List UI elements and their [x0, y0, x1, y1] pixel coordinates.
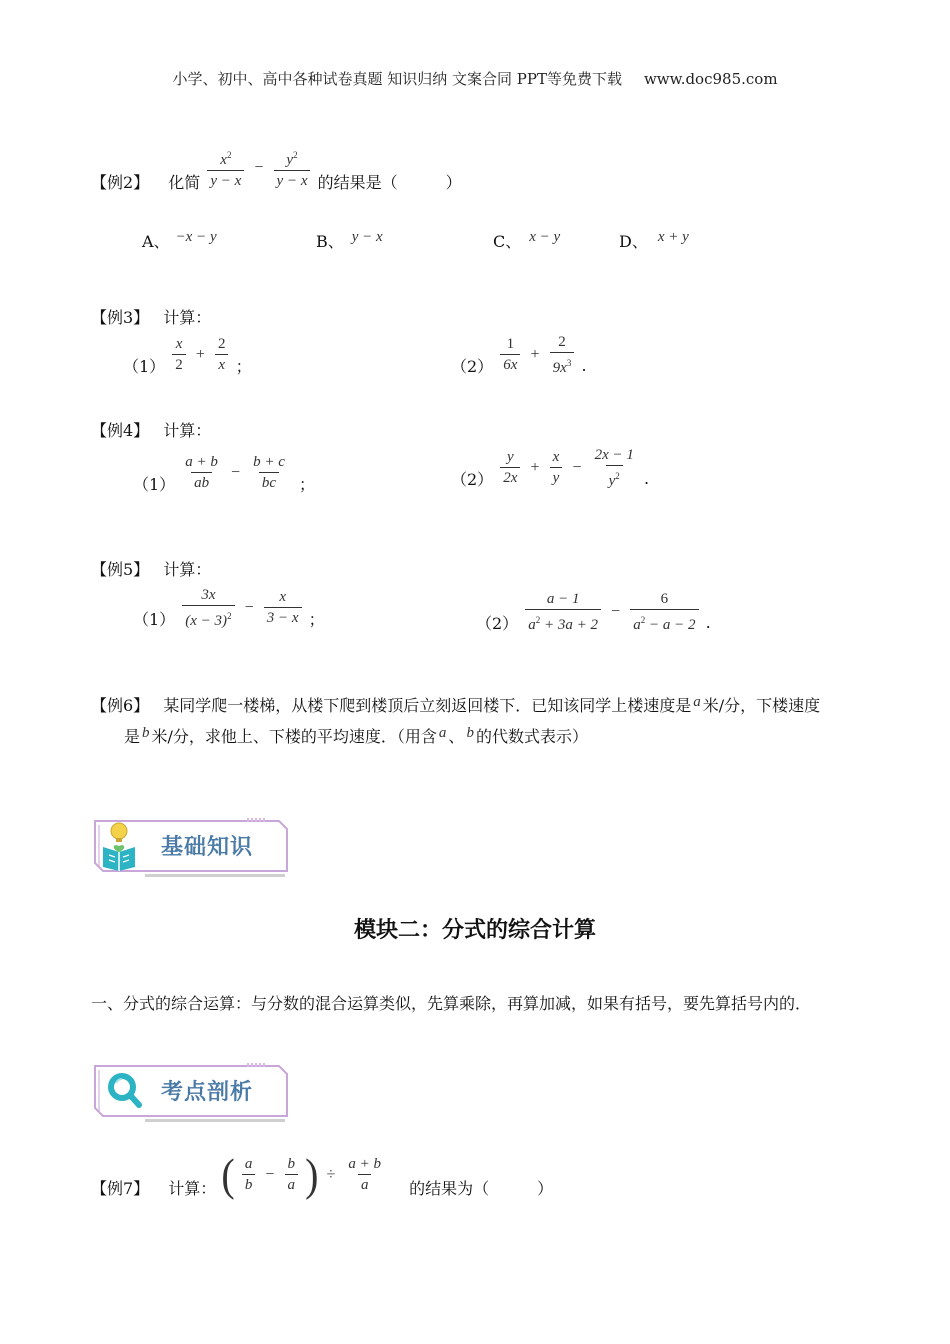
concept-text: 一、分式的综合运算：与分数的混合运算类似，先算乘除，再算加减，如果有括号，要先算括号内的．: [91, 994, 812, 1013]
example-7-label: 【例7】: [91, 1179, 150, 1198]
ex3-part-1: （1） $\frac{x}{2}$ + $\frac{2}{x}$ ；: [123, 336, 252, 376]
example-5-prompt: 计算：: [163, 560, 212, 579]
ex2-fraction-2: $\frac{y^2}{y - x}$: [274, 146, 311, 190]
header-site: www.doc985.com: [643, 70, 778, 88]
example-3-label-row: [91, 305, 211, 328]
ex2-option-d[interactable]: D、 x + y: [619, 229, 689, 251]
example-2: [91, 142, 462, 193]
ex3-part-2: （2） $\frac{1}{6x}$ + $\frac{2}{9x^3}$ .: [451, 333, 587, 376]
ex5-part-1: （1） $\frac{3x}{(x - 3)^2}$ − $\frac{x}{3 - x}$ ；: [133, 586, 325, 629]
section-badge-basic-knowledge: [91, 815, 291, 877]
example-6-line-1: 【例6】 某同学爬一楼梯，从楼下爬到楼顶后立刻返回楼下．已知该同学上楼速度是 a 米/分，下楼速度: [91, 694, 821, 715]
example-2-label: 【例2】: [91, 173, 150, 192]
example-3-prompt: 计算：: [163, 308, 212, 327]
module-title: 模块二：分式的综合计算: [353, 918, 596, 943]
example-4-label-row: [91, 418, 211, 441]
example-6-line-2: 是 b 米/分，求他上、下楼的平均速度．（用含 a 、 b 的代数式表示）: [124, 725, 588, 746]
example-3-label: 【例3】: [91, 308, 150, 327]
example-4-label: 【例4】: [91, 421, 150, 440]
example-7-prompt: 计算：: [168, 1179, 217, 1198]
example-2-prefix: 化简: [168, 173, 201, 192]
ex4-part-1: （1） $\frac{a + b}{ab}$ − $\frac{b + c}{bc}$ ；: [133, 454, 316, 494]
badge-basic-knowledge-text: 基础知识: [161, 835, 254, 860]
ex2-option-a[interactable]: A、 −x − y: [142, 229, 217, 251]
badge-exam-analysis-text: 考点剖析: [161, 1080, 254, 1105]
magnifier-icon: [107, 1072, 143, 1110]
ex2-option-b[interactable]: B、 y − x: [316, 229, 383, 251]
example-7: 【例7】 计算： ( $\frac{a}{b}$ − $\frac{b}{a}$ ) ÷ $\frac{a + b}{a}$ 的结果为（ ）: [91, 1148, 554, 1200]
ex2-fraction-1: $\frac{x^2}{y - x}$: [207, 146, 244, 190]
page-header: [0, 68, 950, 89]
example-6-label: 【例6】: [91, 696, 150, 715]
example-2-suffix: 的结果是（ ）: [317, 173, 462, 192]
example-5-label-row: [91, 557, 211, 580]
section-badge-exam-analysis: [91, 1060, 291, 1122]
ex4-part-2: （2） $\frac{y}{2x}$ + $\frac{x}{y}$ − $\frac{2x - 1}{y^2}$ .: [451, 446, 650, 489]
lightbulb-book-icon: [99, 819, 139, 871]
example-4-prompt: 计算：: [163, 421, 212, 440]
header-text: 小学、初中、高中各种试卷真题 知识归纳 文案合同 PPT等免费下载: [172, 70, 622, 88]
ex5-part-2: （2） $\frac{a - 1}{a^2 + 3a + 2}$ − $\frac{6}{a^2 - a - 2}$ .: [476, 590, 711, 633]
ex2-minus: −: [254, 158, 264, 176]
example-5-label: 【例5】: [91, 560, 150, 579]
ex2-option-c[interactable]: C、 x − y: [493, 229, 561, 251]
example-7-suffix: 的结果为（ ）: [409, 1179, 554, 1198]
